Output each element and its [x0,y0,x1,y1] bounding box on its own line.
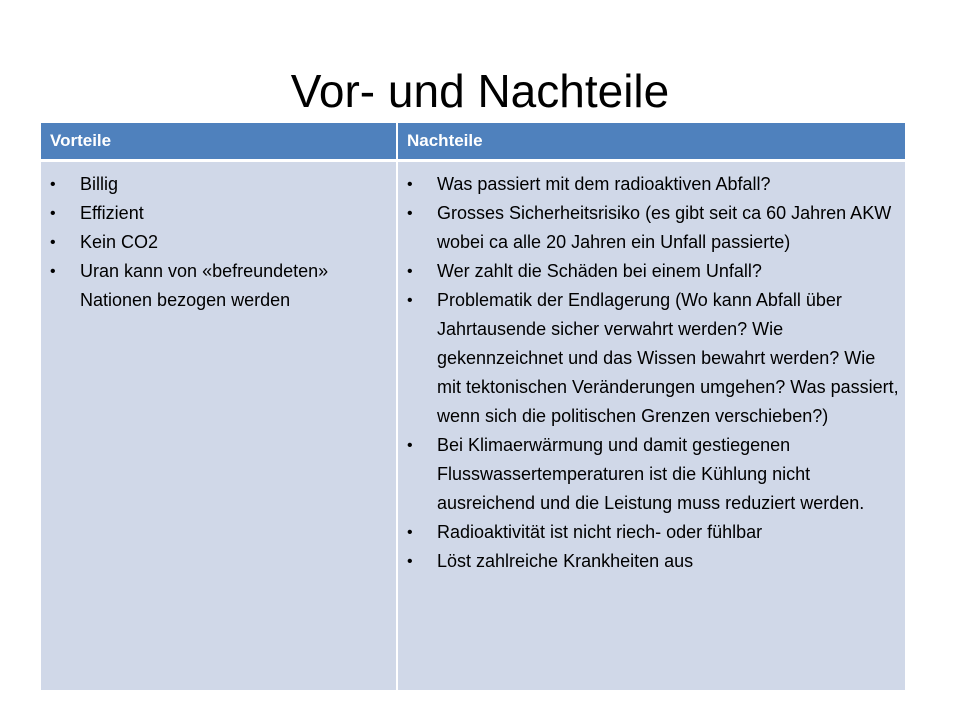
header-nachteile: Nachteile [397,123,905,161]
pros-cons-table [41,123,905,690]
nachteile-list [407,170,901,576]
vorteile-list [50,170,392,315]
vorteile-item: • Kein CO2 [50,228,392,257]
header-vorteile: Vorteile [41,123,397,161]
slide-title: Vor- und Nachteile [290,65,670,117]
nachteile-item: • Bei Klimaerwärmung und damit gestiegenen Flusswassertemperaturen ist die Kühlung nicht ausreichend und die Leistung muss reduziert werden. [407,431,901,518]
vorteile-item: • Uran kann von «befreundeten» Nationen bezogen werden [50,257,392,315]
header-row [41,123,905,161]
nachteile-item: • Grosses Sicherheitsrisiko (es gibt seit ca 60 Jahren AKW wobei ca alle 20 Jahren ein Unfall passierte) [407,199,901,257]
nachteile-item: • Was passiert mit dem radioaktiven Abfall? [407,170,901,199]
vorteile-item: • Billig [50,170,392,199]
nachteile-cell [397,161,905,691]
vorteile-item: • Effizient [50,199,392,228]
nachteile-item: • Wer zahlt die Schäden bei einem Unfall? [407,257,901,286]
nachteile-item: • Problematik der Endlagerung (Wo kann Abfall über Jahrtausende sicher verwahrt werden? Wie gekennzeichnet und das Wissen bewahrt werden? Wie mit tektonischen Veränderungen umgehen? Was passiert, wenn sich die politischen Grenzen verschieben?) [407,286,901,431]
nachteile-item: • Radioaktivität ist nicht riech- oder fühlbar [407,518,901,547]
vorteile-cell [41,161,397,691]
nachteile-item: • Löst zahlreiche Krankheiten aus [407,547,901,576]
content-row [41,161,905,691]
